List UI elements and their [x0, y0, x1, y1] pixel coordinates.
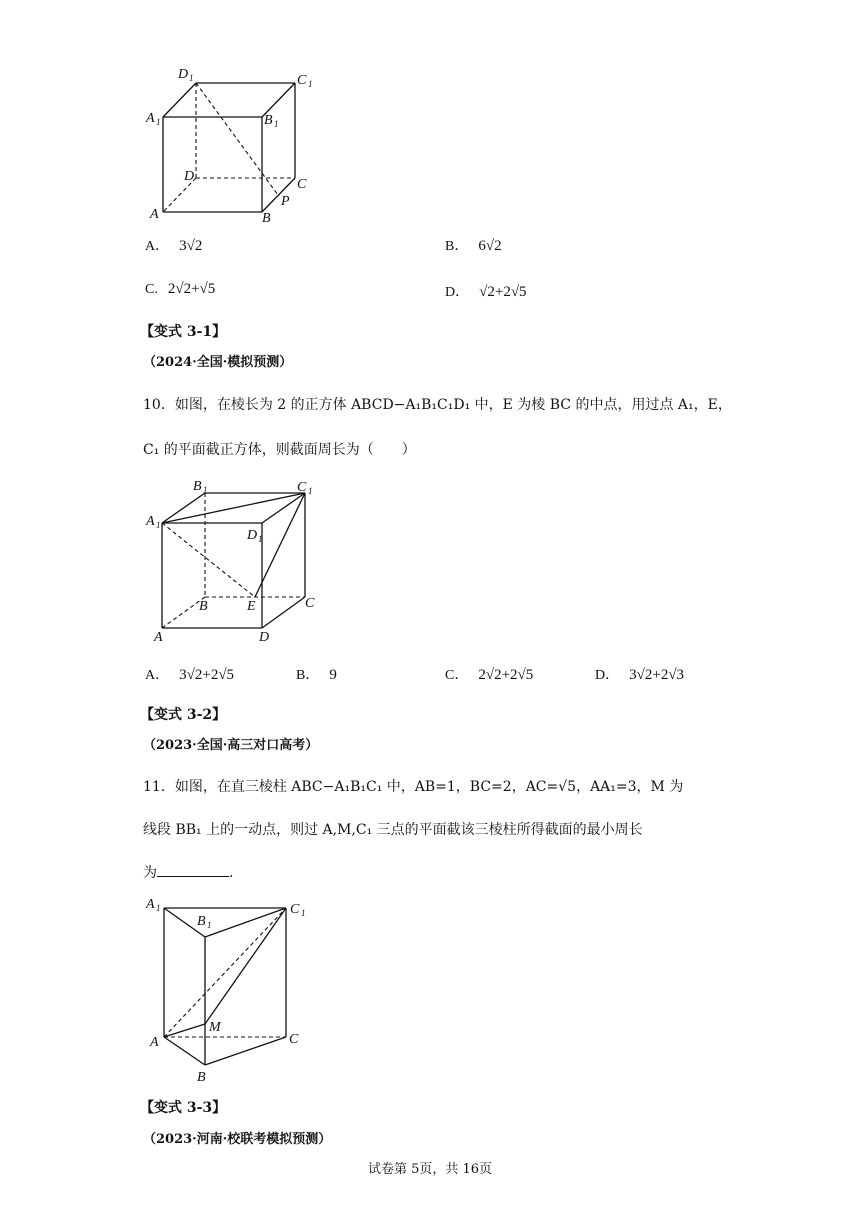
q10-line1: 10．如图，在棱长为 2 的正方体 ABCD−A₁B₁C₁D₁ 中，E 为棱 BC 的中点，用过点 A₁，E，: [143, 397, 732, 413]
label-c: C: [289, 1032, 299, 1047]
label-d1-sub: 1: [189, 73, 194, 83]
label-b: B: [262, 211, 271, 226]
q10-option-c[interactable]: C． 2√2+2√5: [445, 667, 534, 683]
variant-3-2-source: （2023·全国·高三对口高考）: [143, 738, 319, 753]
variant-3-1-source: （2024·全国·模拟预测）: [143, 355, 293, 370]
label-c1: C: [290, 902, 300, 917]
label-a1-sub: 1: [156, 903, 161, 913]
label-m: M: [209, 1020, 221, 1035]
label-a1-sub: 1: [156, 117, 161, 127]
q11-line2: 线段 BB₁ 上的一动点，则过 A,M,C₁ 三点的平面截该三棱柱所得截面的最小周长: [143, 822, 643, 838]
label-c1: C: [297, 73, 307, 88]
label-b1-sub: 1: [203, 485, 208, 495]
q11-line3: 为 .: [143, 862, 233, 883]
label-c1: C: [297, 480, 307, 495]
label-c1-sub: 1: [301, 908, 306, 918]
label-d1-sub: 1: [258, 534, 263, 544]
q9-option-c[interactable]: C. 2√2+√5: [145, 281, 216, 297]
label-b1: B: [264, 113, 273, 128]
figure-prism: [140, 890, 320, 1090]
q11-line1: 11．如图，在直三棱柱 ABC−A₁B₁C₁ 中，AB=1，BC=2，AC=√5，AA₁=3，M 为: [143, 779, 684, 795]
label-a: A: [150, 207, 159, 222]
q10-option-a[interactable]: A． 3√2+2√5: [145, 667, 235, 683]
variant-3-3-source: （2023·河南·校联考模拟预测）: [143, 1132, 332, 1147]
q9-option-d[interactable]: D． √2+2√5: [445, 284, 527, 300]
label-b1-sub: 1: [274, 119, 279, 129]
variant-3-3-title: 【变式 3-3】: [140, 1100, 227, 1116]
label-c1-sub: 1: [308, 79, 313, 89]
label-c: C: [297, 177, 307, 192]
answer-blank[interactable]: [157, 862, 229, 877]
label-a: A: [150, 1035, 159, 1050]
page-footer: 试卷第 5页，共 16页: [367, 1162, 493, 1177]
label-b: B: [197, 1070, 206, 1085]
label-c: C: [305, 596, 315, 611]
variant-3-1-title: 【变式 3-1】: [140, 324, 227, 340]
q10-option-d[interactable]: D． 3√2+2√3: [595, 667, 685, 683]
label-a1: A: [146, 897, 155, 912]
label-a1: A: [146, 111, 155, 126]
q10-line2: C₁ 的平面截正方体，则截面周长为（ ）: [143, 442, 416, 458]
label-a1-sub: 1: [156, 520, 161, 530]
label-a1: A: [146, 514, 155, 529]
label-b: B: [199, 599, 208, 614]
label-b1: B: [197, 914, 206, 929]
q10-option-b[interactable]: B． 9: [296, 667, 337, 683]
label-d1: D: [178, 67, 189, 82]
variant-3-2-title: 【变式 3-2】: [140, 707, 227, 723]
label-c1-sub: 1: [308, 486, 313, 496]
label-p: P: [281, 194, 290, 209]
figure-cube-p: [140, 60, 320, 230]
label-d: D: [259, 630, 270, 645]
label-d1: D: [247, 528, 258, 543]
label-d: D: [184, 169, 195, 184]
label-b1: B: [193, 479, 202, 494]
label-e: E: [247, 599, 256, 614]
q9-option-b[interactable]: B． 6√2: [445, 238, 502, 254]
figure-cube-e: [140, 470, 330, 645]
label-b1-sub: 1: [207, 920, 212, 930]
q9-option-a[interactable]: A． 3√2: [145, 238, 203, 254]
label-a: A: [154, 630, 163, 645]
